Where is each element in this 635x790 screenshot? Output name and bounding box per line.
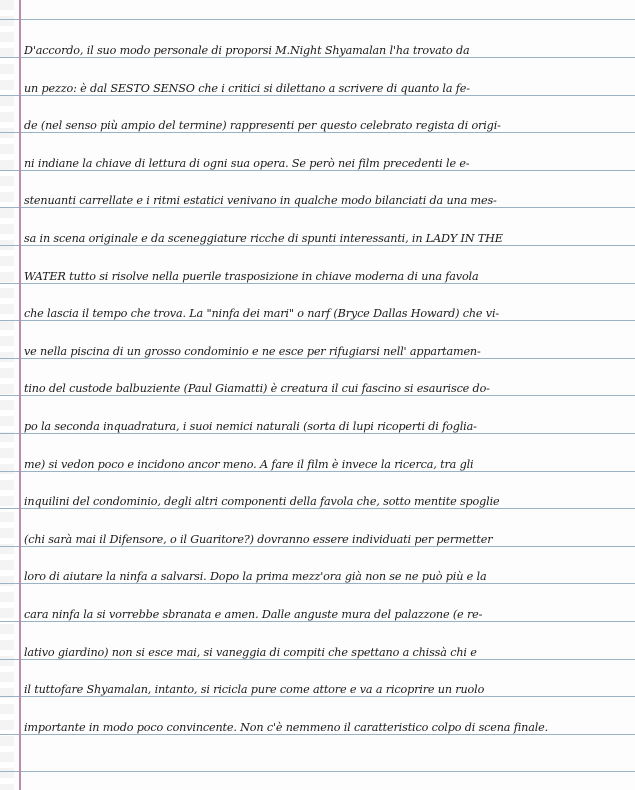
text-line: ni indiane la chiave di lettura di ogni sua opera. Se però nei film precedenti le e-: [24, 157, 470, 170]
text-line: sa in scena originale e da sceneggiature ricche di spunti interessanti, in LADY IN THE: [24, 232, 503, 245]
text-line: me) si vedon poco e incidono ancor meno. A fare il film è invece la ricerca, tra gli: [24, 458, 474, 471]
text-line: inquilini del condominio, degli altri componenti della favola che, sotto mentite spoglie: [24, 495, 500, 508]
text-line: D'accordo, il suo modo personale di proporsi M.Night Shyamalan l'ha trovato da: [24, 44, 470, 57]
text-line: loro di aiutare la ninfa a salvarsi. Dopo la prima mezz'ora già non se ne può più e la: [24, 570, 487, 583]
text-line: WATER tutto si risolve nella puerile trasposizione in chiave moderna di una favola: [24, 270, 479, 283]
text-line: de (nel senso più ampio del termine) rappresenti per questo celebrato regista di origi-: [24, 119, 501, 132]
text-line: lativo giardino) non si esce mai, si vaneggia di compiti che spettano a chissà chi e: [24, 646, 477, 659]
text-line: stenuanti carrellate e i ritmi estatici venivano in qualche modo bilanciati da una mes-: [24, 194, 497, 207]
text-line: importante in modo poco convincente. Non c'è nemmeno il caratteristico colpo di scena finale.: [24, 721, 549, 734]
text-line: ve nella piscina di un grosso condominio e ne esce per rifugiarsi nell' appartamen-: [24, 345, 481, 358]
text-line: tino del custode balbuziente (Paul Giamatti) è creatura il cui fascino si esaurisce do-: [24, 382, 490, 395]
text-line: che lascia il tempo che trova. La "ninfa dei mari" o narf (Bryce Dallas Howard) che vi-: [24, 307, 500, 320]
margin-line: [19, 0, 21, 790]
text-line: il tuttofare Shyamalan, intanto, si ricicla pure come attore e va a ricoprire un ruolo: [24, 683, 485, 696]
text-line: po la seconda inquadratura, i suoi nemici naturali (sorta di lupi ricoperti di foglia-: [24, 420, 477, 433]
handwritten-text: [24, 0, 626, 790]
text-line: cara ninfa la si vorrebbe sbranata e amen. Dalle anguste mura del palazzone (e re-: [24, 608, 483, 621]
text-line: un pezzo: è dal SESTO SENSO che i critici si dilettano a scrivere di quanto la fe-: [24, 82, 470, 95]
text-line: (chi sarà mai il Difensore, o il Guaritore?) dovranno essere individuati per permetter: [24, 533, 493, 546]
